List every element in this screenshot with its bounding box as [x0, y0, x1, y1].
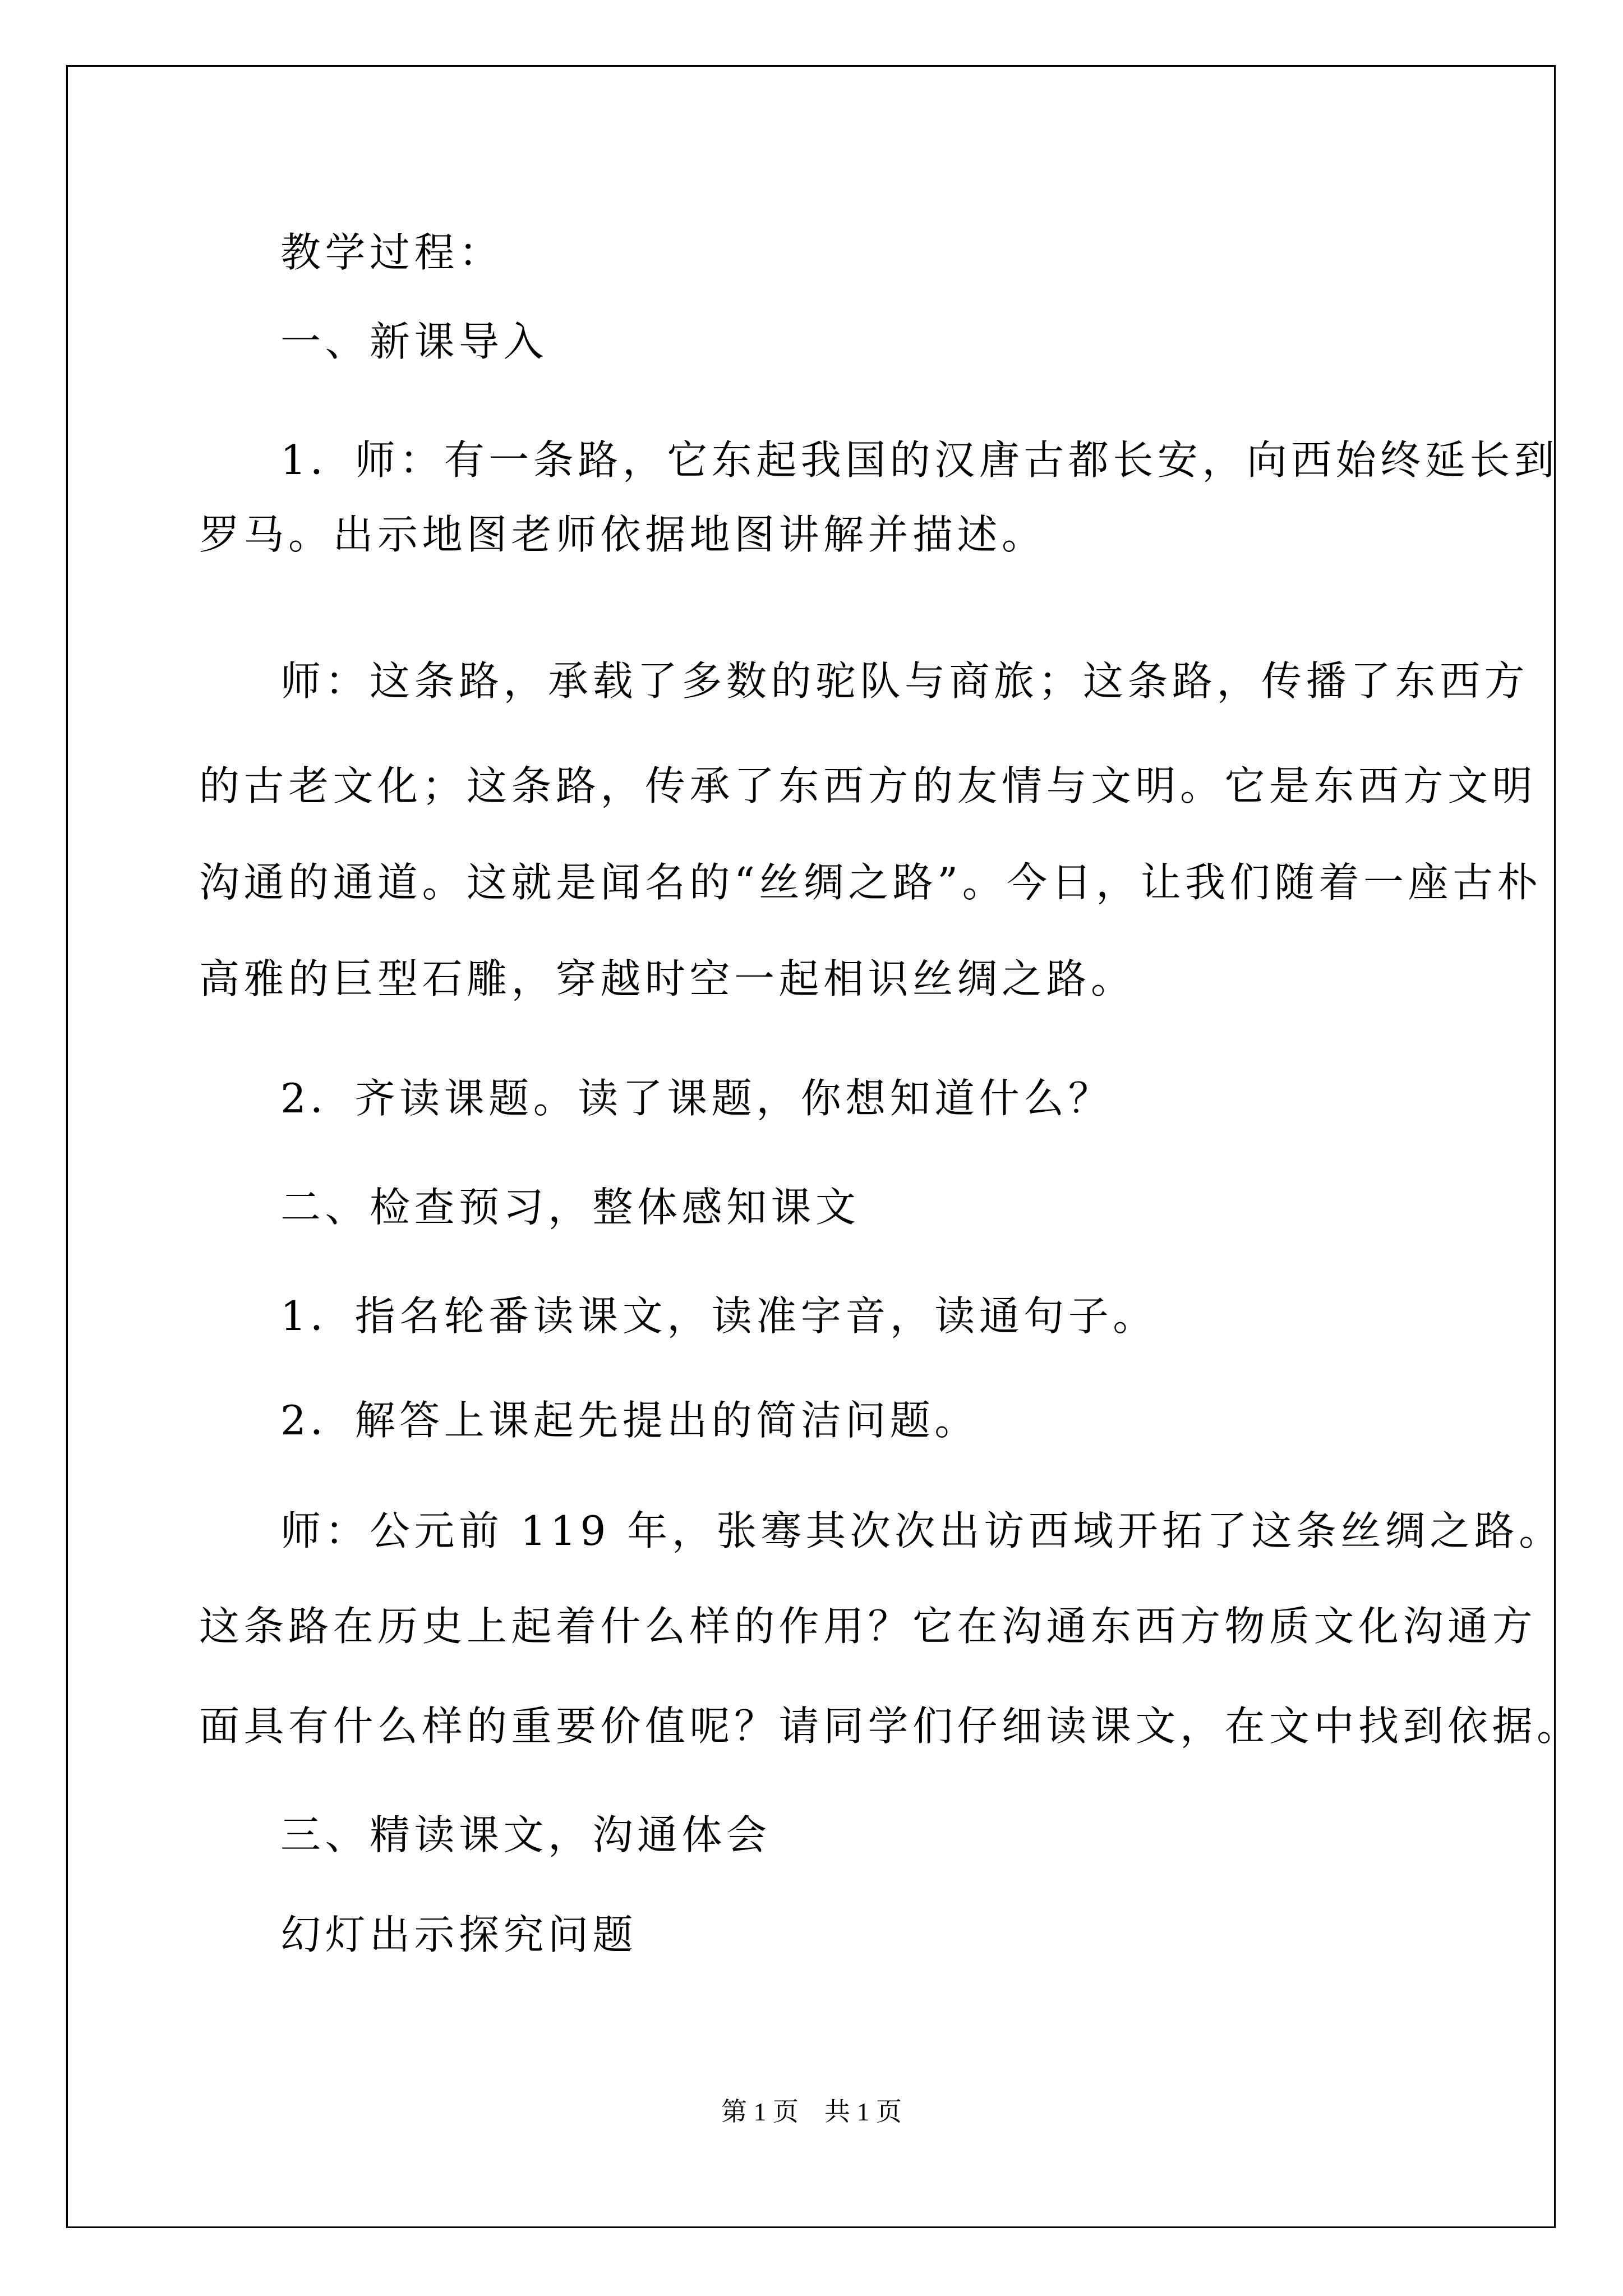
paragraph-line: 2．解答上课起先提出的简洁问题。	[280, 1397, 979, 1444]
section-heading: 一、新课导入	[280, 318, 548, 365]
paragraph-line: 罗马。出示地图老师依据地图讲解并描述。	[199, 511, 1046, 558]
paragraph-line: 师：公元前 119 年，张骞其次次出访西域开拓了这条丝绸之路。	[280, 1507, 1564, 1554]
paragraph-line: 沟通的通道。这就是闻名的“丝绸之路”。今日，让我们随着一座古朴	[199, 859, 1542, 906]
paragraph-line: 师：这条路，承载了多数的驼队与商旅；这条路，传播了东西方	[280, 657, 1529, 705]
section-heading: 二、检查预习，整体感知课文	[280, 1184, 860, 1231]
page-border	[66, 65, 1556, 2228]
paragraph-line: 面具有什么样的重要价值呢？请同学们仔细读课文，在文中找到依据。	[199, 1703, 1581, 1750]
paragraph-line: 教学过程：	[280, 229, 504, 276]
paragraph-line: 幻灯出示探究问题	[280, 1911, 638, 1958]
paragraph-line: 高雅的巨型石雕，穿越时空一起相识丝绸之路。	[199, 955, 1136, 1002]
paragraph-line: 1．师：有一条路，它东起我国的汉唐古都长安，向西始终延长到	[280, 436, 1559, 484]
section-heading: 三、精读课文，沟通体会	[280, 1811, 771, 1858]
paragraph-line: 1．指名轮番读课文，读准字音，读通句子。	[280, 1292, 1158, 1340]
paragraph-line: 2．齐读课题。读了课题，你想知道什么？	[280, 1075, 1113, 1122]
paragraph-line: 的古老文化；这条路，传承了东西方的友情与文明。它是东西方文明	[199, 762, 1537, 809]
paragraph-line: 这条路在历史上起着什么样的作用？它在沟通东西方物质文化沟通方	[199, 1603, 1537, 1650]
page-footer: 第 1 页 共 1 页	[721, 2097, 902, 2126]
